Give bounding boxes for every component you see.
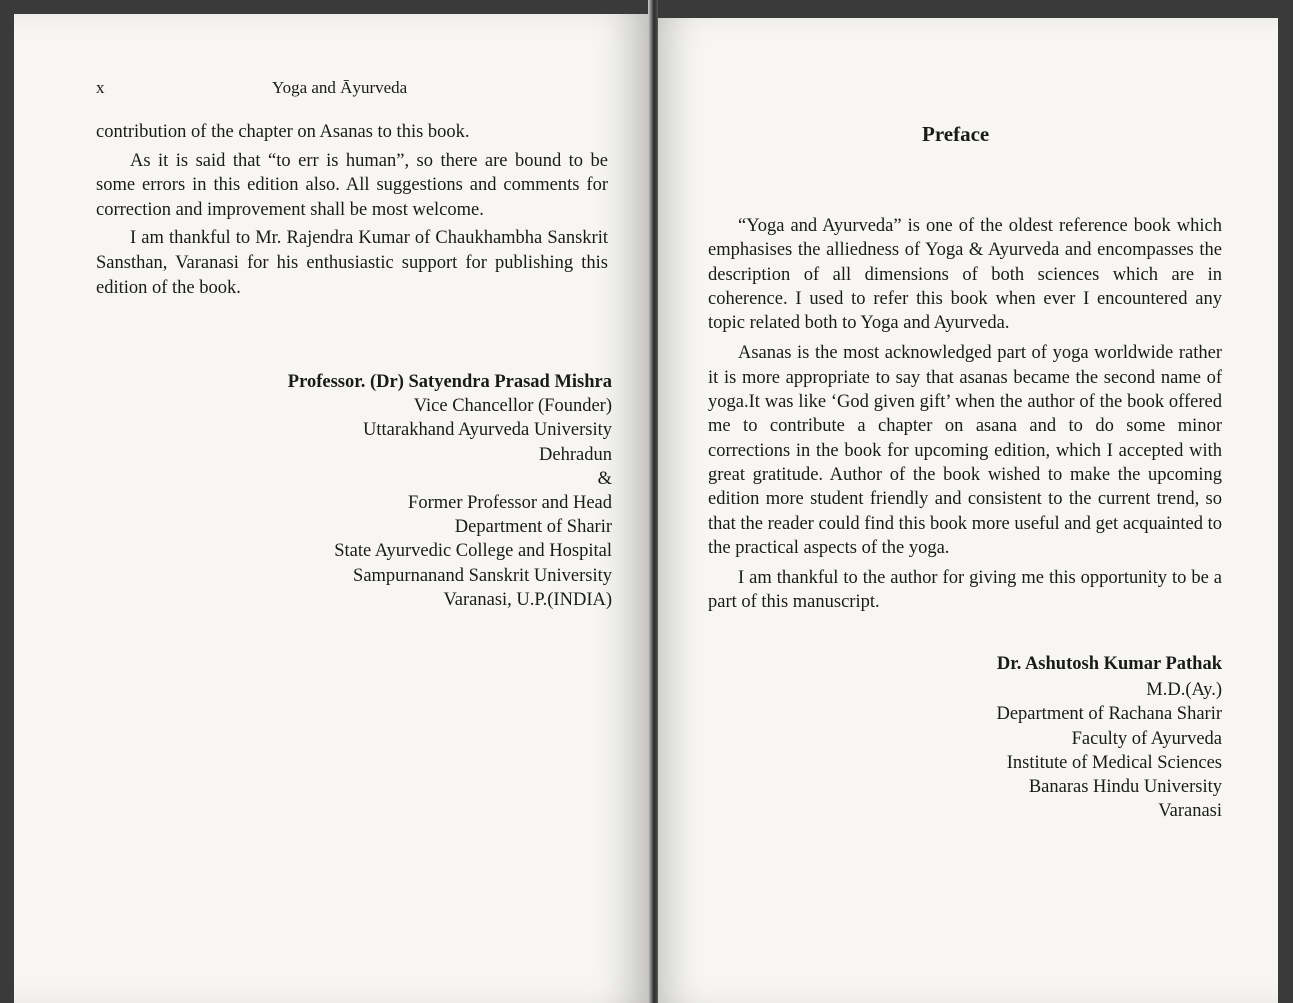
left-page-body: [96, 120, 608, 300]
signatory-line: Uttarakhand Ayurveda University: [362, 420, 612, 441]
signatory-line: Faculty of Ayurveda: [1071, 728, 1222, 749]
right-page-body: [708, 214, 1222, 615]
right-signature: [924, 652, 1222, 823]
signatory-line: &: [597, 468, 612, 489]
left-paragraph-1: contribution of the chapter on Asanas to this book.: [96, 122, 470, 142]
signatory-line: Banaras Hindu University: [1028, 777, 1222, 798]
signatory-line: Institute of Medical Sciences: [1006, 752, 1222, 773]
signatory-name: Professor. (Dr) Satyendra Prasad Mishra: [287, 372, 612, 392]
right-paragraph-1: “Yoga and Ayurveda” is one of the oldest reference book which emphasises the alliedness of Yoga & Ayurveda and encompasses the description of all dimensions of both sciences which are in coherence. I used to refer this book when ever I encountered any topic related both to Yoga and Ayurveda.: [708, 216, 1222, 334]
right-page-content: [654, 18, 1278, 1003]
signatory-line: Dehradun: [539, 444, 612, 465]
signatory-line: State Ayurvedic College and Hospital: [334, 541, 612, 562]
running-title: Yoga and Āyurveda: [272, 78, 408, 97]
left-paragraph-2: As it is said that “to err is human”, so there are bound to be some errors in this edition also. All suggestions and comments for correction and improvement shall be most welcome.: [96, 150, 608, 220]
right-paragraph-3: I am thankful to the author for giving me this opportunity to be a part of this manuscript.: [708, 568, 1222, 613]
signatory-line: Department of Rachana Sharir: [996, 704, 1222, 725]
signatory-line: Vice Chancellor (Founder): [413, 396, 612, 417]
right-paragraph-2: Asanas is the most acknowledged part of yoga worldwide rather it is more appropriate to say that asanas became the second name of yoga.It was like ‘God given gift’ when the author of the book offered me to contribute a chapter on asana and to do some minor corrections in the book for upcoming edition, which I accepted with great gratitude. Author of the book wished to make the upcoming edition more student friendly and consistent to the current trend, so that the reader could find this book more useful and get acquainted to the practical aspects of the yoga.: [708, 343, 1222, 558]
signatory-line: Former Professor and Head: [408, 493, 612, 514]
left-paragraph-3: I am thankful to Mr. Rajendra Kumar of Chaukhambha Sanskrit Sansthan, Varanasi for his enthusiastic support for publishing this edition of the book.: [96, 228, 608, 298]
signatory-line: Sampurnanand Sanskrit University: [353, 565, 612, 586]
signatory-line: Department of Sharir: [454, 517, 612, 538]
left-signature: [260, 370, 612, 612]
signatory-line: M.D.(Ay.): [1146, 680, 1222, 701]
signatory-line: Varanasi, U.P.(INDIA): [443, 589, 612, 610]
preface-heading: Preface: [922, 122, 990, 146]
signatory-line: Varanasi: [1158, 801, 1222, 822]
page-number: x: [96, 78, 105, 97]
signatory-name: Dr. Ashutosh Kumar Pathak: [996, 654, 1222, 674]
